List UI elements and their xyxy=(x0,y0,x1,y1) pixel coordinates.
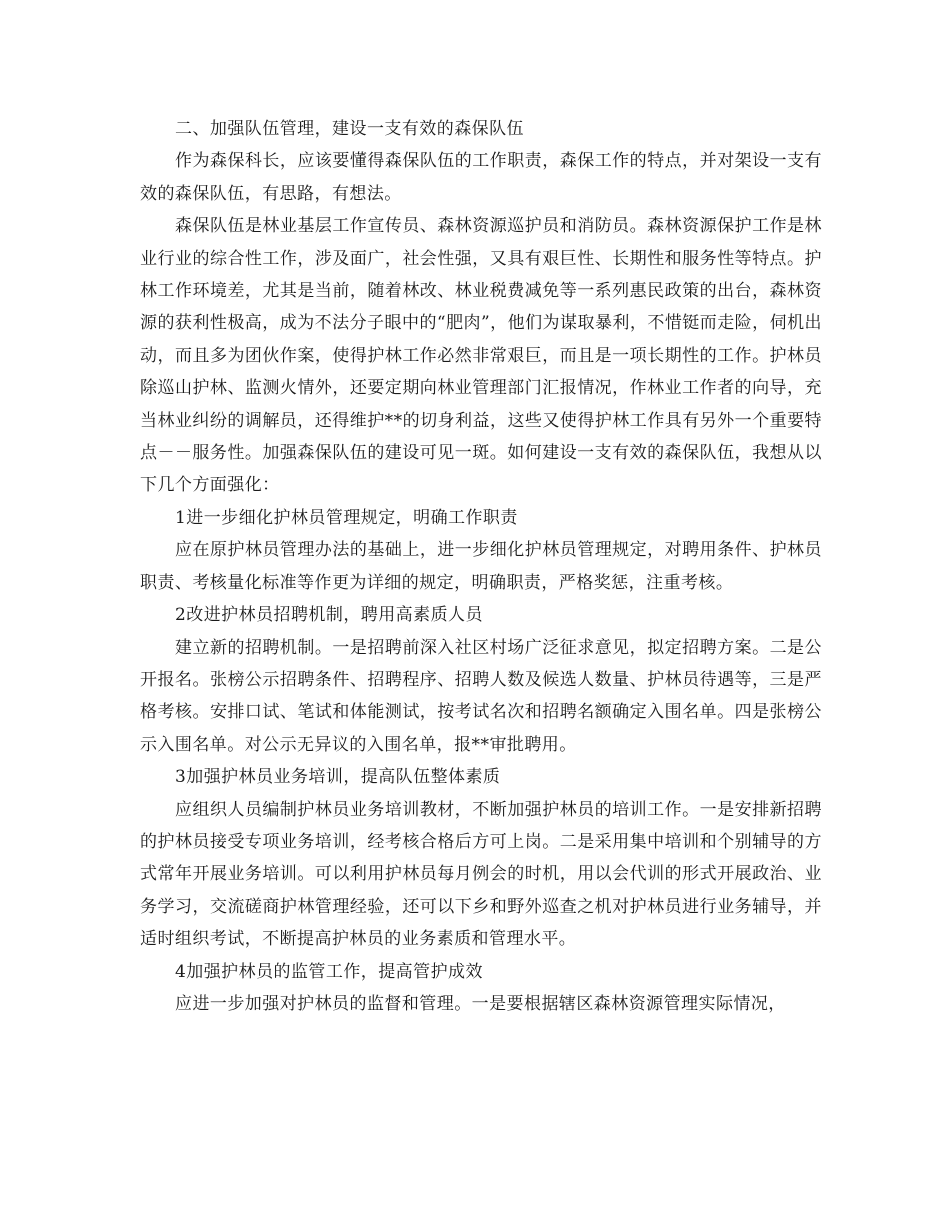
paragraph: 应组织人员编制护林员业务培训教材，不断加强护林员的培训工作。一是安排新招聘的护林员接受专项业务培训，经考核合格后方可上岗。二是采用集中培训和个别辅导的方式常年开展业务培训。可以利用护林员每月例会的时机，用以会代训的形式开展政治、业务学习，交流磋商护林管理经验，还可以下乡和野外巡查之机对护林员进行业务辅导，并适时组织考试，不断提高护林员的业务素质和管理水平。 xyxy=(140,799,822,950)
paragraph: 建立新的招聘机制。一是招聘前深入社区村场广泛征求意见，拟定招聘方案。二是公开报名。张榜公示招聘条件、招聘程序、招聘人数及候选人数量、护林员待遇等，三是严格考核。安排口试、笔试和体能测试，按考试名次和招聘名额确定入围名单。四是张榜公示入围名单。对公示无异议的入围名单，报**审批聘用。 xyxy=(140,637,822,755)
section-heading: 二、加强队伍管理，建设一支有效的森保队伍 xyxy=(175,119,524,139)
subheading: 1进一步细化护林员管理规定，明确工作职责 xyxy=(175,507,518,528)
paragraph: 应进一步加强对护林员的监督和管理。一是要根据辖区森林资源管理实际情况， xyxy=(175,993,786,1014)
document-body xyxy=(140,113,822,1020)
paragraph: 作为森保科长，应该要懂得森保队伍的工作职责，森保工作的特点，并对架设一支有效的森保队伍，有思路，有想法。 xyxy=(140,151,822,204)
subheading: 3加强护林员业务培训，提高队伍整体素质 xyxy=(175,767,501,788)
subheading: 2改进护林员招聘机制，聘用高素质人员 xyxy=(175,605,483,626)
subheading: 4加强护林员的监管工作，提高管护成效 xyxy=(175,961,483,982)
paragraph: 应在原护林员管理办法的基础上，进一步细化护林员管理规定，对聘用条件、护林员职责、考核量化标准等作更为详细的规定，明确职责，严格奖惩，注重考核。 xyxy=(140,540,822,593)
paragraph: 森保队伍是林业基层工作宣传员、森林资源巡护员和消防员。森林资源保护工作是林业行业的综合性工作，涉及面广，社会性强，又具有艰巨性、长期性和服务性等特点。护林工作环境差，尤其是当前，随着林改、林业税费减免等一系列惠民政策的出台，森林资源的获利性极高，成为不法分子眼中的“肥肉”，他们为谋取暴利，不惜铤而走险，伺机出动，而且多为团伙作案，使得护林工作必然非常艰巨，而且是一项长期性的工作。护林员除巡山护林、监测火情外，还要定期向林业管理部门汇报情况，作林业工作者的向导，充当林业纠纷的调解员，还得维护**的切身利益，这些又使得护林工作具有另外一个重要特点－－服务性。加强森保队伍的建设可见一斑。如何建设一支有效的森保队伍，我想从以下几个方面强化： xyxy=(140,216,822,496)
